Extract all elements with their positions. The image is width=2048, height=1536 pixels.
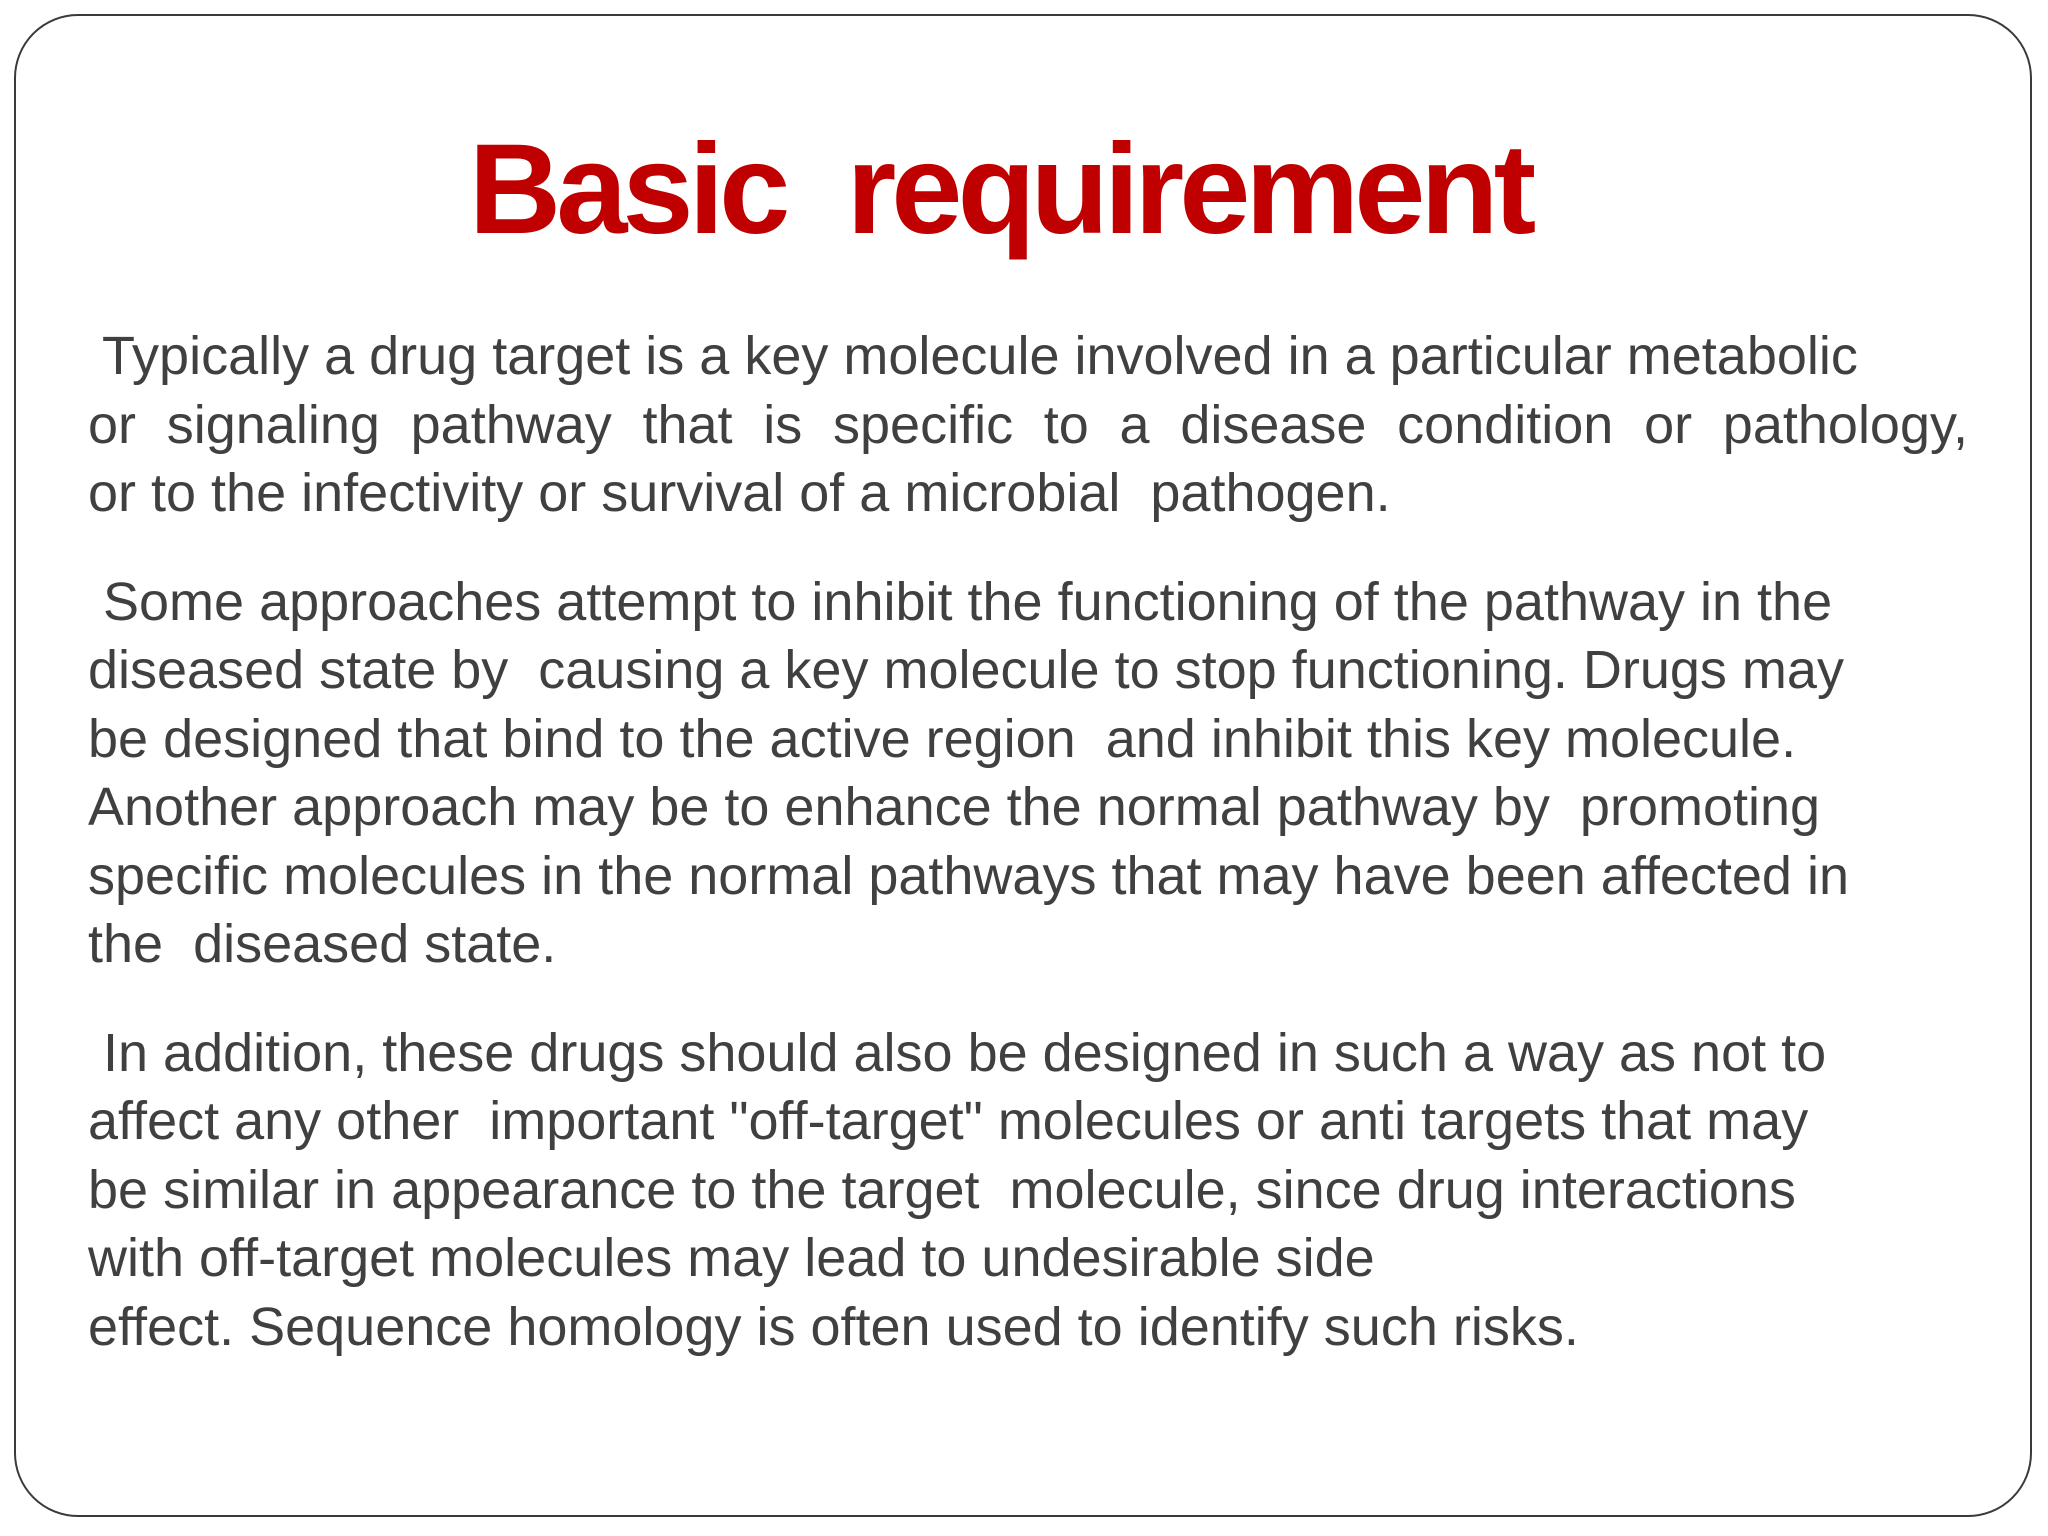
text-line: the diseased state. bbox=[88, 914, 557, 974]
text-line: Some approaches attempt to inhibit the functioning of the pathway in the bbox=[88, 571, 1833, 632]
text-line: be designed that bind to the active region and inhibit this key molecule. bbox=[88, 708, 1797, 769]
text-line: Another approach may be to enhance the normal pathway by promoting bbox=[88, 777, 1821, 837]
text-line: diseased state by causing a key molecule to stop functioning. Drugs may bbox=[88, 640, 1844, 700]
text-line: Typically a drug target is a key molecule involved in a particular metabolic bbox=[88, 326, 1858, 386]
text-line: In addition, these drugs should also be designed in such a way as not to bbox=[88, 1022, 1827, 1083]
slide-body bbox=[88, 322, 1968, 1401]
text-line: specific molecules in the normal pathways that may have been affected in bbox=[88, 845, 1849, 906]
paragraph-drug-target bbox=[88, 322, 1968, 528]
text-line: affect any other important "off-target" molecules or anti targets that may bbox=[88, 1091, 1809, 1151]
text-line: or to the infectivity or survival of a microbial pathogen. bbox=[88, 463, 1391, 523]
text-line: or signaling pathway that is specific to a disease condition or pathology, bbox=[88, 394, 1968, 455]
paragraph-approaches bbox=[88, 568, 1968, 979]
paragraph-off-target bbox=[88, 1019, 1968, 1362]
text-line: effect. Sequence homology is often used to identify such risks. bbox=[88, 1296, 1579, 1357]
text-line: with off-target molecules may lead to undesirable side bbox=[88, 1228, 1375, 1288]
text-line: be similar in appearance to the target molecule, since drug interactions bbox=[88, 1159, 1796, 1220]
slide-title: Basic requirement bbox=[468, 118, 1532, 261]
